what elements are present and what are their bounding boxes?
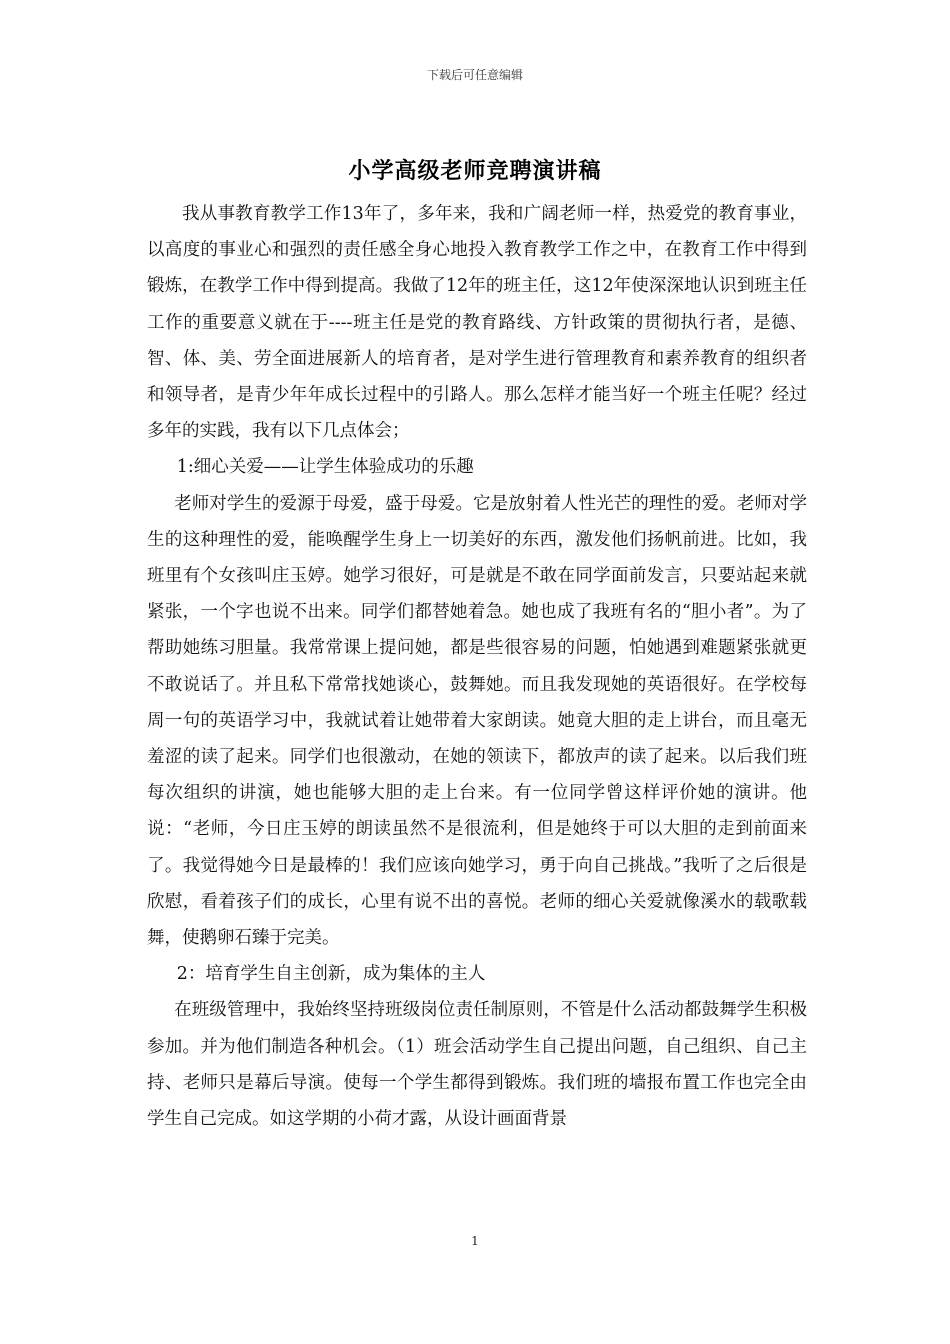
header-note: 下载后可任意编辑 <box>426 68 523 82</box>
section-heading-1: 1:细心关爱——让学生体验成功的乐趣 <box>176 457 474 478</box>
section-heading-2: 2：培育学生自主创新，成为集体的主人 <box>176 964 486 985</box>
paragraph-care: 老师对学生的爱源于母爱，盛于母爱。它是放射着人性光芒的理性的爱。老师对学生的这种理性的爱，能唤醒学生身上一切美好的东西，激发他们扬帆前进。比如，我班里有个女孩叫庄玉婷。她学习很好，可是就是不敢在同学面前发言，只要站起来就紧张，一个字也说不出来。同学们都替她着急。她也成了我班有名的“胆小者”。为了帮助她练习胆量。我常常课上提问她，都是些很容易的问题，怕她遇到难题紧张就更不敢说话了。并且私下常常找她谈心，鼓舞她。而且我发现她的英语很好。在学校每周一句的英语学习中，我就试着让她带着大家朗读。她竟大胆的走上讲台，而且毫无羞涩的读了起来。同学们也很激动，在她的领读下，都放声的读了起来。以后我们班每次组织的讲演，她也能够大胆的走上台来。有一位同学曾这样评价她的演讲。他说：“老师，今日庄玉婷的朗读虽然不是很流利，但是她终于可以大胆的走到前面来了。我觉得她今日是最棒的！我们应该向她学习，勇于向自己挑战。”我听了之后很是欣慰，看着孩子们的成长，心里有说不出的喜悦。老师的细心关爱就像溪水的载歌载舞，使鹅卵石臻于完美。 <box>147 493 807 949</box>
document-title: 小学高级老师竞聘演讲稿 <box>348 159 602 184</box>
paragraph-intro: 我从事教育教学工作13年了，多年来，我和广阔老师一样，热爱党的教育事业，以高度的事业心和强烈的责任感全身心地投入教育教学工作之中，在教育工作中得到锻炼，在教学工作中得到提高。我做了12年的班主任，这12年使深深地认识到班主任工作的重要意义就在于----班主任是党的教育路线、方针政策的贯彻执行者，是德、智、体、美、劳全面进展新人的培育者，是对学生进行管理教育和素养教育的组织者和领导者，是青少年年成长过程中的引路人。那么怎样才能当好一个班主任呢？经过多年的实践，我有以下几点体会； <box>147 204 807 442</box>
paragraph-innovation: 在班级管理中，我始终坚持班级岗位责任制原则，不管是什么活动都鼓舞学生积极参加。并为他们制造各种机会。（1）班会活动学生自己提出问题，自己组织、自己主持、老师只是幕后导演。使每一个学生都得到锻炼。我们班的墙报布置工作也完全由学生自己完成。如这学期的小荷才露，从设计画面背景 <box>147 1000 807 1130</box>
page-number: 1 <box>471 1234 479 1248</box>
document-body <box>147 196 807 1137</box>
